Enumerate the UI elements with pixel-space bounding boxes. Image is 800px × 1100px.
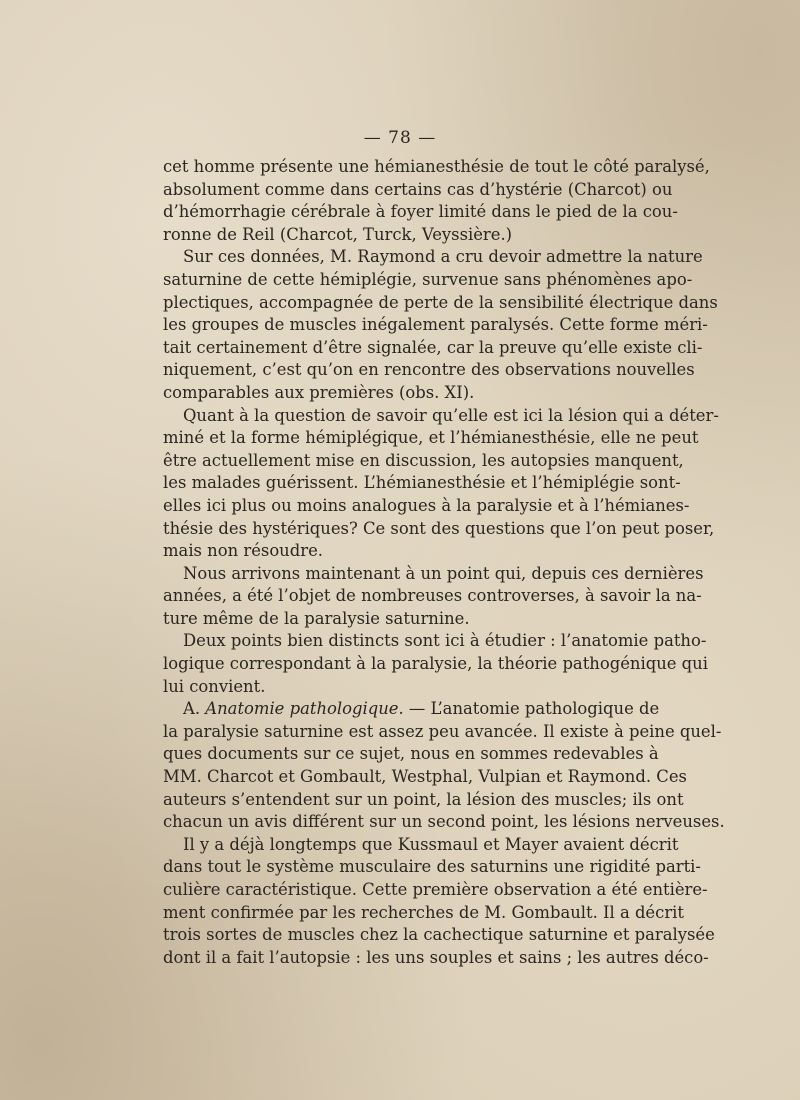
text-line: culière caractéristique. Cette première observation a été entière-: [163, 880, 708, 899]
text-line: comparables aux premières (obs. XI).: [163, 382, 475, 402]
text-line: ture même de la paralysie saturnine.: [163, 608, 470, 628]
text-line: ment confirmée par les recherches de M. Gombault. Il a décrit: [163, 902, 684, 922]
text-line: mais non résoudre.: [163, 541, 323, 561]
text-line: auteurs s’entendent sur un point, la lésion des muscles; ils ont: [163, 789, 684, 809]
text-line: Nous arrivons maintenant à un point qui, depuis ces dernières: [183, 563, 704, 583]
section-title: Anatomie pathologique.: [205, 699, 404, 719]
text-line: trois sortes de muscles chez la cachectique saturnine et paralysée: [163, 925, 715, 945]
text-line: dont il a fait l’autopsie : les uns souples et sains ; les autres déco-: [163, 947, 709, 967]
text-line: dans tout le système musculaire des saturnins une rigidité parti-: [163, 857, 701, 877]
text-line: absolument comme dans certains cas d’hystérie (Charcot) ou: [163, 179, 673, 199]
text-line: les malades guérissent. L’hémianesthésie et l’hémiplégie sont-: [163, 473, 681, 493]
text-line: tait certainement d’être signalée, car la preuve qu’elle existe cli-: [163, 337, 703, 357]
text-line: Il y a déjà longtemps que Kussmaul et Mayer avaient décrit: [183, 834, 679, 854]
section-letter: A.: [183, 699, 201, 719]
text-line: années, a été l’objet de nombreuses controverses, à savoir la na-: [163, 586, 702, 606]
section-heading-line: [163, 698, 660, 721]
text-line: les groupes de muscles inégalement paralysés. Cette forme méri-: [163, 315, 708, 335]
text-line: Sur ces données, M. Raymond a cru devoir admettre la nature: [183, 247, 703, 267]
text-line: ques documents sur ce sujet, nous en sommes redevables à: [163, 744, 659, 764]
text-line: Deux points bien distincts sont ici à étudier : l’anatomie patho-: [183, 631, 707, 651]
text-line: chacun un avis différent sur un second point, les lésions nerveuses.: [163, 812, 725, 832]
text-line: logique correspondant à la paralysie, la théorie pathogénique qui: [163, 654, 708, 674]
text-line: lui convient.: [163, 676, 266, 696]
text-line: ronne de Reil (Charcot, Turck, Veyssière.): [163, 224, 513, 244]
text-line: cet homme présente une hémianesthésie de tout le côté paralysé,: [163, 157, 710, 176]
body-text: [163, 156, 725, 969]
text-line: être actuellement mise en discussion, les autopsies manquent,: [163, 450, 684, 470]
text-line: plectiques, accompagnée de perte de la sensibilité électrique dans: [163, 292, 718, 312]
text-line: Quant à la question de savoir qu’elle est ici la lésion qui a déter-: [183, 405, 719, 425]
text-line: niquement, c’est qu’on en rencontre des observations nouvelles: [163, 360, 695, 380]
text-line: d’hémorrhagie cérébrale à foyer limité dans le pied de la cou-: [163, 202, 678, 222]
text-line: miné et la forme hémiplégique, et l’hémianesthésie, elle ne peut: [163, 428, 699, 448]
page-number: — 78 —: [363, 128, 437, 148]
text-line: MM. Charcot et Gombault, Westphal, Vulpian et Raymond. Ces: [163, 767, 687, 787]
text-line: la paralysie saturnine est assez peu avancée. Il existe à peine quel-: [163, 721, 722, 741]
text-line: elles ici plus ou moins analogues à la paralysie et à l’hémianes-: [163, 495, 690, 515]
text-line: saturnine de cette hémiplégie, survenue sans phénomènes apo-: [163, 269, 693, 289]
text-line: thésie des hystériques? Ce sont des questions que l’on peut poser,: [163, 518, 715, 538]
section-heading-rest: — L’anatomie pathologique de: [408, 699, 660, 719]
